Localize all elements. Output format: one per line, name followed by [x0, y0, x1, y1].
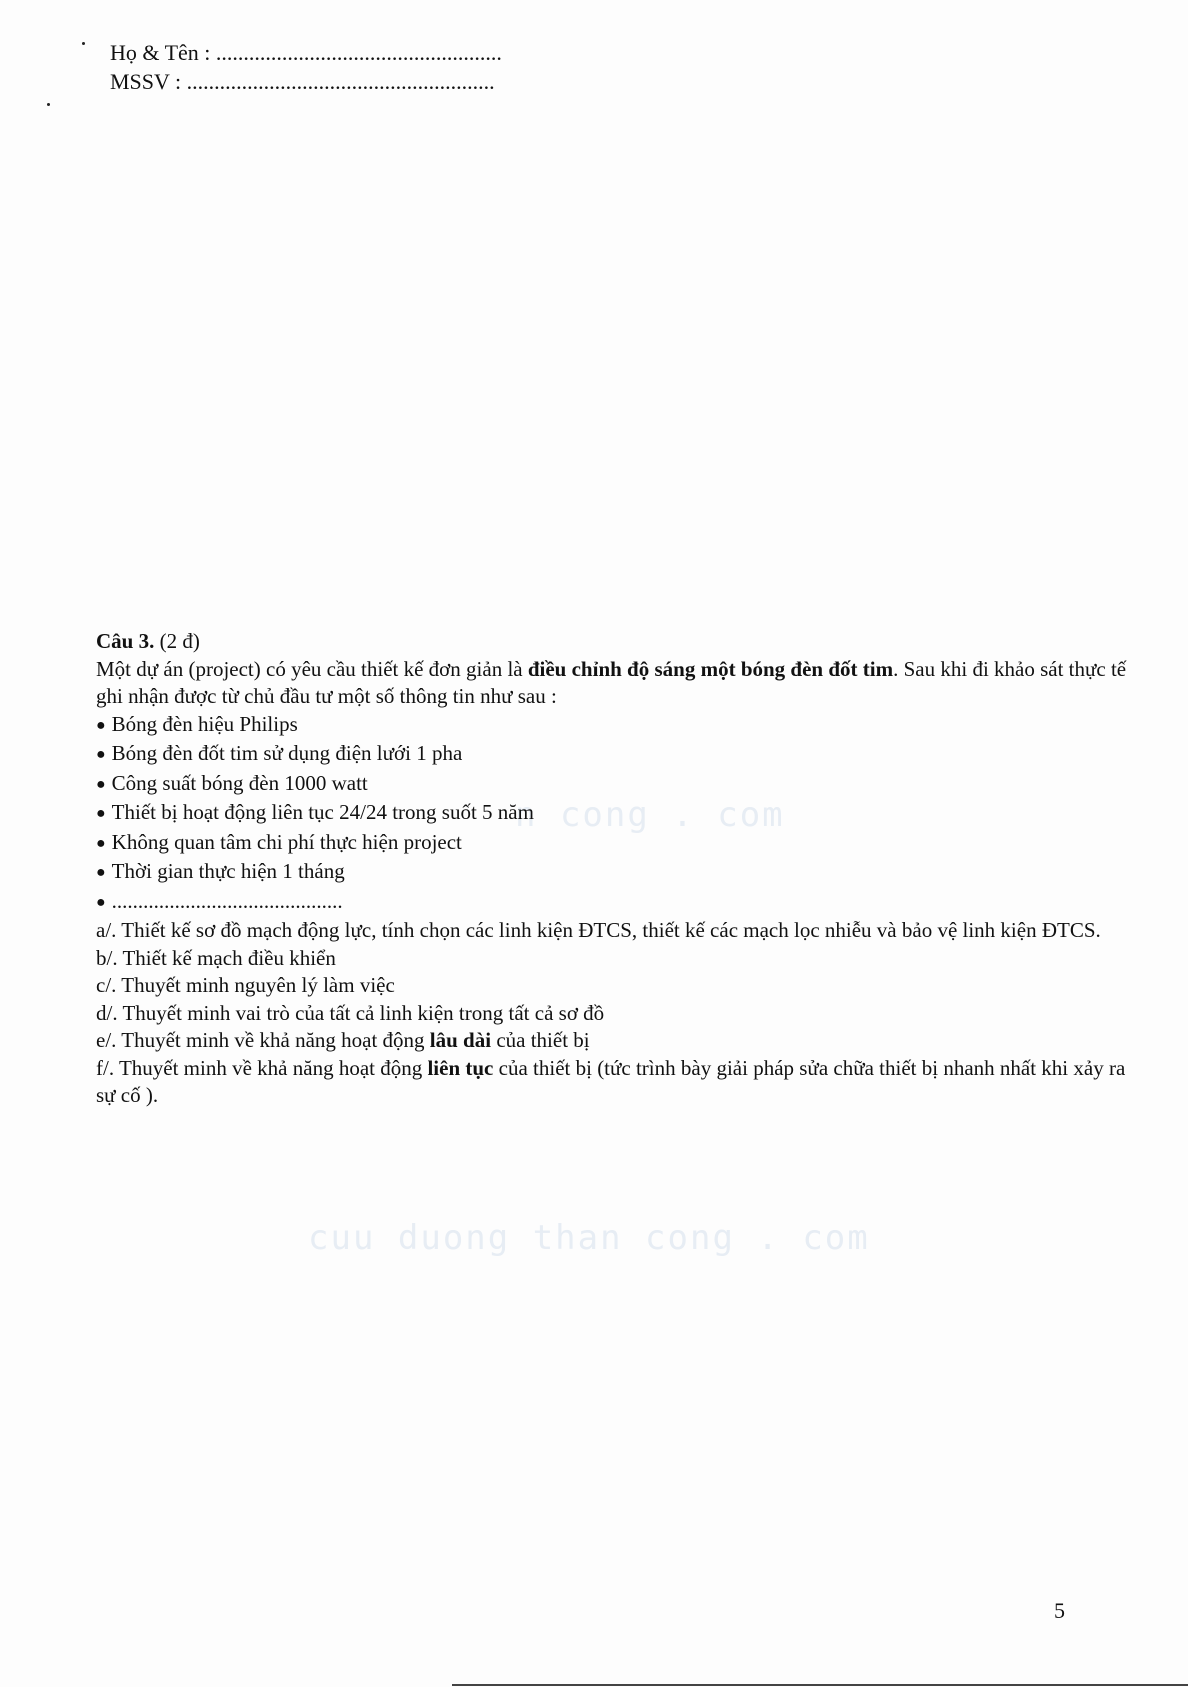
scan-edge-line [452, 1684, 1188, 1686]
student-id-field: MSSV : ........................................................ [110, 69, 495, 94]
list-item [96, 711, 1136, 741]
student-info-header [110, 38, 502, 96]
task-a: a/. Thiết kế sơ đồ mạch động lực, tính chọn các linh kiện ĐTCS, thiết kế các mạch lọc nhiễu và bảo vệ linh kiện ĐTCS. [96, 918, 1101, 942]
bullet-icon: ● [96, 893, 106, 911]
task-e-text-end: của thiết bị [491, 1028, 590, 1052]
scan-speck [82, 42, 85, 45]
question-3 [96, 628, 1136, 1110]
task-f-text-end: của thiết bị (tức trình bày giải pháp sửa chữa thiết bị nhanh nhất khi xảy ra sự cố ). [96, 1055, 1126, 1107]
intro-text-end: . Sau khi đi khảo sát thực tế ghi nhận được từ chủ đầu tư một số thông tin như sau : [96, 656, 1127, 708]
list-item-text: Công suất bóng đèn 1000 watt [111, 770, 368, 795]
watermark-text: n cong . com [515, 795, 785, 835]
list-item [96, 770, 1136, 800]
task-list [96, 917, 1136, 1110]
task-f [96, 1055, 1136, 1110]
list-item [96, 740, 1136, 770]
task-e-text: e/. Thuyết minh về khả năng hoạt động [96, 1028, 430, 1052]
list-item [96, 858, 1136, 888]
intro-emphasis: điều chỉnh độ sáng một bóng đèn đốt tim [527, 656, 894, 681]
task-d: d/. Thuyết minh vai trò của tất cả linh kiện trong tất cả sơ đồ [96, 1000, 605, 1025]
task-c: c/. Thuyết minh nguyên lý làm việc [96, 973, 395, 997]
question-intro [96, 656, 1136, 711]
bullet-icon: ● [96, 775, 106, 793]
list-item-text: Thiết bị hoạt động liên tục 24/24 trong suốt 5 năm [111, 800, 534, 824]
question-points: (2 đ) [154, 629, 200, 653]
bullet-icon: ● [96, 864, 106, 881]
list-item [96, 799, 1136, 829]
name-field: Họ & Tên : .................................................... [110, 40, 502, 65]
question-heading [96, 628, 1136, 656]
task-e [96, 1027, 1136, 1055]
task-f-text: f/. Thuyết minh về khả năng hoạt động [96, 1055, 428, 1080]
page-number: 5 [1054, 1598, 1065, 1623]
requirements-list [96, 711, 1136, 918]
scan-speck [47, 103, 50, 106]
watermark-text: cuu duong than cong . com [308, 1218, 870, 1258]
list-item-text: Không quan tâm chi phí thực hiện project [111, 829, 462, 854]
list-item [96, 829, 1136, 859]
task-f-emphasis: liên tục [427, 1055, 494, 1080]
list-item-text: Thời gian thực hiện 1 tháng [111, 859, 345, 883]
intro-text: Một dự án (project) có yêu cầu thiết kế đơn giản là [96, 656, 528, 681]
list-item-text: Bóng đèn hiệu Philips [111, 711, 298, 736]
task-b: b/. Thiết kế mạch điều khiển [96, 945, 336, 970]
task-e-emphasis: lâu dài [429, 1028, 492, 1052]
question-title: Câu 3. [96, 629, 155, 653]
list-item-text: Bóng đèn đốt tim sử dụng điện lưới 1 pha [111, 741, 463, 765]
bullet-icon: ● [96, 834, 106, 852]
list-item [96, 888, 1136, 918]
bullet-icon: ● [96, 805, 106, 822]
list-item-text: ............................................ [111, 888, 343, 913]
bullet-icon: ● [96, 746, 106, 763]
bullet-icon: ● [96, 716, 106, 734]
